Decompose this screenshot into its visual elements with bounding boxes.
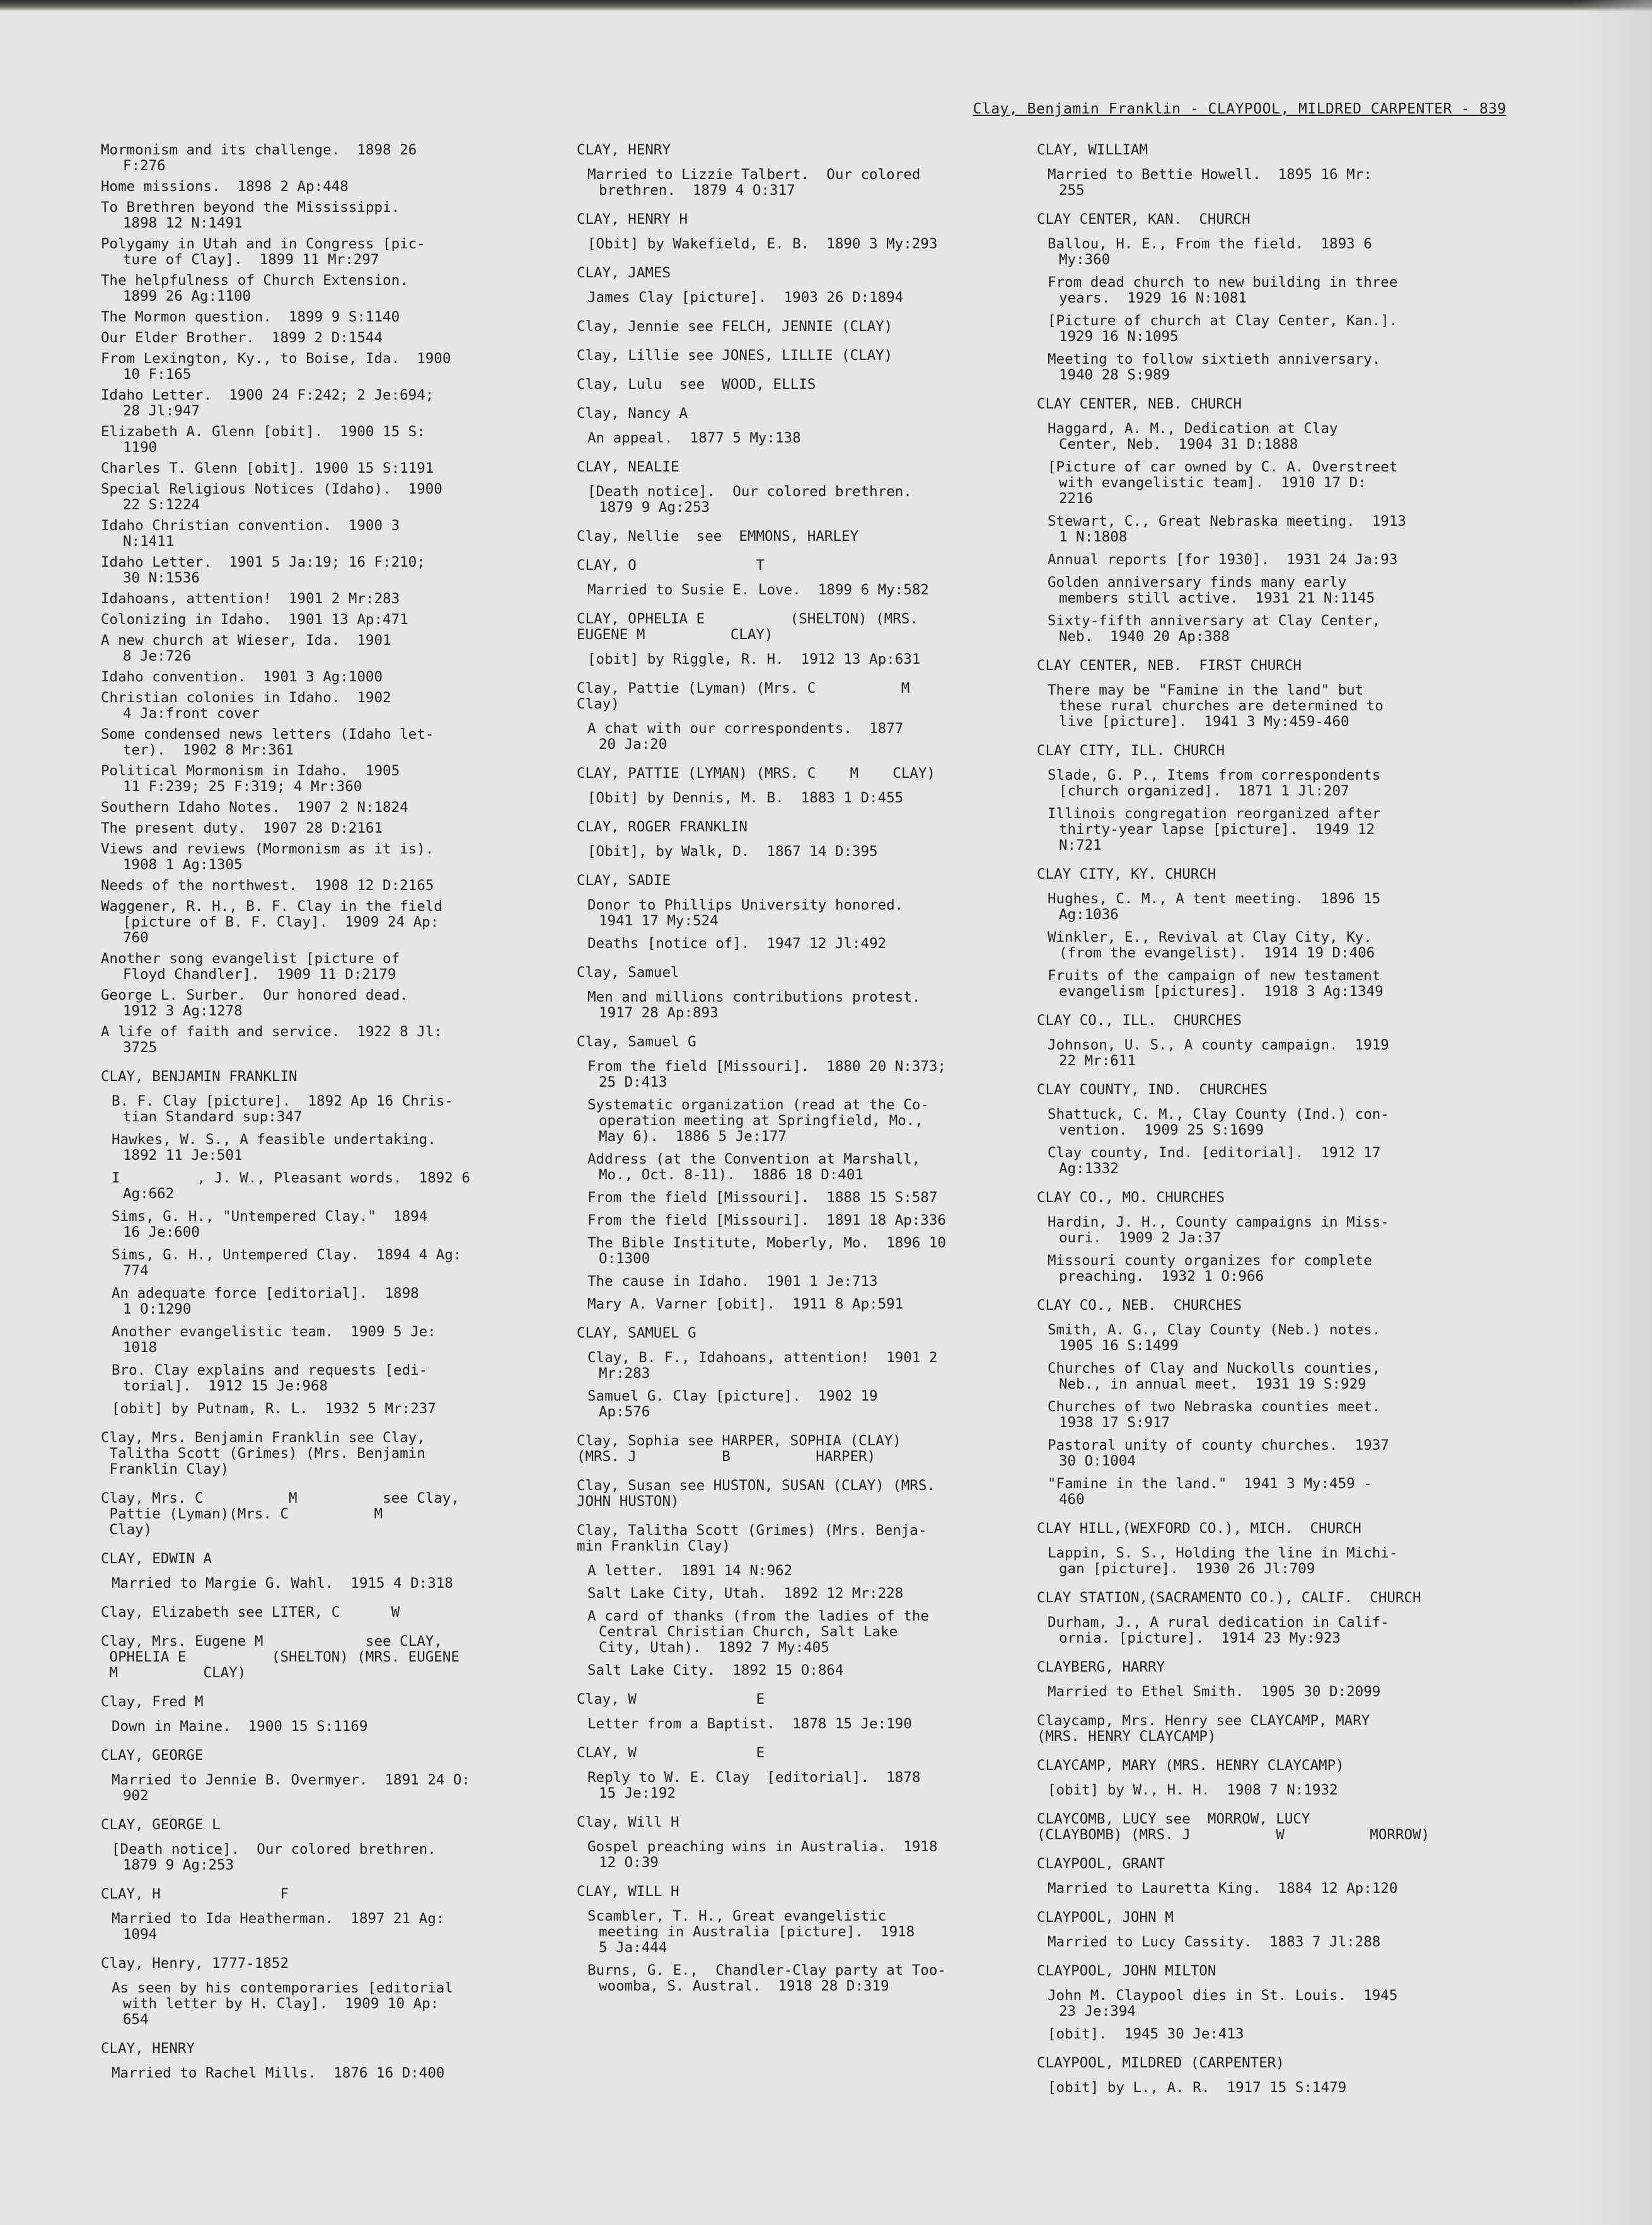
citation-item: Idahoans, attention! 1901 2 Mr:283 [101, 591, 400, 607]
entry-heading: Clay, Samuel G [577, 1034, 696, 1050]
citation-item: [Obit] by Wakefield, E. B. 1890 3 My:293 [587, 236, 938, 252]
citation-item: John M. Claypool dies in St. Louis. 1945 23 Je:394 [1048, 1987, 1398, 2020]
entry-heading: Claycamp, Mrs. Henry see CLAYCAMP, MARY (MRS. HENRY CLAYCAMP) [1037, 1713, 1370, 1745]
index-entry [577, 1433, 1018, 1465]
citation-item: Married to Susie E. Love. 1899 6 My:582 [587, 582, 929, 598]
citation-item: Married to Lucy Cassity. 1883 7 Jl:288 [1048, 1934, 1381, 1950]
citation-item: Sixty-fifth anniversary at Clay Center, Neb. 1940 20 Ap:388 [1048, 613, 1381, 645]
citation-item: Clay, B. F., Idahoans, attention! 1901 2 Mr:283 [587, 1349, 938, 1382]
citation-item: Salt Lake City, Utah. 1892 12 Mr:228 [587, 1585, 904, 1602]
citation-item: There may be "Famine in the land" but these rural churches are determined to live [picture]. 1941 3 My:459-460 [1048, 682, 1383, 730]
index-entry [577, 873, 1018, 952]
citation-item: Political Mormonism in Idaho. 1905 11 F:239; 25 F:319; 4 Mr:360 [101, 763, 400, 795]
citation-item: An appeal. 1877 5 My:138 [587, 430, 801, 446]
entry-heading: CLAY, JAMES [577, 265, 671, 281]
entry-heading: CLAYPOOL, GRANT [1037, 1856, 1165, 1872]
citation-item: The Mormon question. 1899 9 S:1140 [101, 309, 400, 325]
index-entry [101, 1430, 536, 1477]
citation-item: The present duty. 1907 28 D:2161 [101, 820, 383, 836]
citation-item: Elizabeth A. Glenn [obit]. 1900 15 S: 1190 [101, 424, 425, 456]
entry-heading: CLAY, HENRY [577, 142, 671, 158]
index-entry [577, 611, 1018, 668]
citation-item: Bro. Clay explains and requests [edi- torial]. 1912 15 Je:968 [112, 1362, 428, 1394]
index-entry [101, 1069, 536, 1417]
index-entry [101, 1887, 536, 1943]
citation-item: The helpfulness of Church Extension. 1899 26 Ag:1100 [101, 272, 408, 304]
index-entry [577, 819, 1018, 860]
entry-heading: CLAYCAMP, MARY (MRS. HENRY CLAYCAMP) [1037, 1757, 1344, 1774]
citation-item: Address (at the Convention at Marshall, Mo., Oct. 8-11). 1886 18 D:401 [587, 1151, 921, 1183]
index-entry [101, 1491, 536, 1538]
entry-heading: CLAYPOOL, JOHN MILTON [1037, 1963, 1216, 1979]
citation-item: [obit]. 1945 30 Je:413 [1048, 2026, 1244, 2042]
citation-item: Some condensed news letters (Idaho let- ter). 1902 8 Mr:361 [101, 726, 434, 758]
entry-heading: CLAY, O T [577, 557, 765, 574]
entry-heading: Clay, Nancy A [577, 405, 688, 422]
index-entry [1037, 1910, 1465, 1950]
entry-heading: CLAYCOMB, LUCY see MORROW, LUCY (CLAYBOMB) (MRS. J W MORROW) [1037, 1811, 1430, 1843]
entry-heading: CLAY, SAMUEL G [577, 1325, 696, 1341]
entry-heading: CLAY, HENRY H [577, 211, 688, 228]
entry-heading: CLAY STATION,(SACRAMENTO CO.), CALIF. CHURCH [1037, 1590, 1421, 1606]
citation-item: [obit] by W., H. H. 1908 7 N:1932 [1048, 1782, 1338, 1798]
citation-item: Another evangelistic team. 1909 5 Je: 1018 [112, 1324, 436, 1356]
citation-item: [Picture of car owned by C. A. Overstreet with evangelistic team]. 1910 17 D: 2216 [1048, 459, 1398, 507]
index-entry [101, 142, 536, 1056]
index-entry [101, 1605, 536, 1621]
index-entry [101, 1694, 536, 1735]
entry-heading: CLAY, PATTIE (LYMAN) (MRS. C M CLAY) [577, 765, 935, 782]
citation-item: A letter. 1891 14 N:962 [587, 1563, 793, 1579]
citation-item: Married to Bettie Howell. 1895 16 Mr: 255 [1048, 166, 1372, 199]
entry-heading: Clay, Samuel [577, 964, 679, 981]
citation-item: Special Religious Notices (Idaho). 1900 22 S:1224 [101, 481, 442, 513]
index-entry [1037, 1590, 1465, 1646]
index-entry [1037, 2055, 1465, 2096]
citation-item: Idaho convention. 1901 3 Ag:1000 [101, 669, 383, 685]
citation-item: The cause in Idaho. 1901 1 Je:713 [587, 1273, 878, 1290]
index-entry [577, 1523, 1018, 1679]
entry-heading: Clay, Henry, 1777-1852 [101, 1955, 289, 1972]
entry-heading: Clay, Sophia see HARPER, SOPHIA (CLAY) (MRS. J B HARPER) [577, 1433, 901, 1465]
index-entry [577, 265, 1018, 306]
index-entry [577, 766, 1018, 806]
entry-heading: CLAY, GEORGE L [101, 1817, 221, 1833]
citation-item: [obit] by Riggle, R. H. 1912 13 Ap:631 [587, 651, 921, 668]
entry-heading: Clay, Mrs. Benjamin Franklin see Clay, Talitha Scott (Grimes) (Mrs. Benjamin Franklin Clay) [101, 1430, 425, 1477]
entry-heading: CLAYPOOL, MILDRED (CARPENTER) [1037, 2055, 1285, 2071]
entry-heading: CLAY, GEORGE [101, 1747, 204, 1764]
entry-heading: Clay, Susan see HUSTON, SUSAN (CLAY) (MRS. JOHN HUSTON) [577, 1477, 935, 1510]
citation-item: A chat with our correspondents. 1877 20 Ja:20 [587, 720, 904, 753]
citation-item: [obit] by Putnam, R. L. 1932 5 Mr:237 [112, 1401, 436, 1417]
citation-item: Married to Lizzie Talbert. Our colored brethren. 1879 4 O:317 [587, 166, 921, 199]
entry-heading: CLAY, SADIE [577, 872, 671, 889]
citation-item: Colonizing in Idaho. 1901 13 Ap:471 [101, 611, 408, 628]
citation-item: Golden anniversary finds many early members still active. 1931 21 N:1145 [1048, 574, 1375, 606]
citation-item: Hughes, C. M., A tent meeting. 1896 15 Ag:1036 [1048, 891, 1381, 923]
citation-item: From Lexington, Ky., to Boise, Ida. 1900 10 F:165 [101, 350, 451, 383]
citation-item: Donor to Phillips University honored. 1941 17 My:524 [587, 897, 904, 929]
citation-item: Idaho Christian convention. 1900 3 N:1411 [101, 517, 400, 550]
citation-item: [Death notice]. Our colored brethren. 1879 9 Ag:253 [587, 483, 912, 516]
index-entry [1037, 1013, 1465, 1069]
index-entry [1037, 1963, 1465, 2042]
citation-item: Durham, J., A rural dedication in Calif- ornia. [picture]. 1914 23 My:923 [1048, 1614, 1389, 1646]
citation-item: From dead church to new building in three years. 1929 16 N:1081 [1048, 274, 1398, 306]
citation-item: Pastoral unity of county churches. 1937 30 O:1004 [1048, 1437, 1389, 1469]
citation-item: "Famine in the land." 1941 3 My:459 - 460 [1048, 1476, 1372, 1508]
citation-item: [Obit], by Walk, D. 1867 14 D:395 [587, 843, 878, 860]
citation-item: B. F. Clay [picture]. 1892 Ap 16 Chris- tian Standard sup:347 [112, 1093, 453, 1125]
index-entry [577, 529, 1018, 545]
entry-heading: CLAY CITY, ILL. CHURCH [1037, 743, 1225, 759]
entry-heading: CLAY, HENRY [101, 2040, 195, 2057]
citation-item: From the field [Missouri]. 1891 18 Ap:336 [587, 1212, 946, 1228]
citation-item: Churches of Clay and Nuckolls counties, Neb., in annual meet. 1931 19 S:929 [1048, 1360, 1381, 1392]
entry-heading: Clay, Talitha Scott (Grimes) (Mrs. Benja- min Franklin Clay) [577, 1522, 927, 1554]
citation-item: Married to Lauretta King. 1884 12 Ap:120 [1048, 1880, 1398, 1897]
entry-heading: CLAY CO., MO. CHURCHES [1037, 1189, 1225, 1206]
index-entry [1037, 396, 1465, 645]
index-column-2 [577, 142, 1018, 2008]
citation-item: Down in Maine. 1900 15 S:1169 [112, 1718, 368, 1735]
citation-item: Christian colonies in Idaho. 1902 4 Ja:front cover [101, 690, 391, 722]
entry-heading: Clay, Pattie (Lyman) (Mrs. C M Clay) [577, 680, 910, 712]
citation-item: Samuel G. Clay [picture]. 1902 19 Ap:576 [587, 1388, 878, 1420]
citation-item: A new church at Wieser, Ida. 1901 8 Je:726 [101, 632, 391, 664]
citation-item: Stewart, C., Great Nebraska meeting. 1913 1 N:1808 [1048, 513, 1406, 545]
citation-item: Another song evangelist [picture of Floyd Chandler]. 1909 11 D:2179 [101, 951, 400, 983]
entry-heading: CLAY, OPHELIA E (SHELTON) (MRS. EUGENE M CLAY) [577, 611, 918, 643]
entry-heading: CLAY CO., NEB. CHURCHES [1037, 1297, 1242, 1314]
citation-item: Illinois congregation reorganized after thirty-year lapse [picture]. 1949 12 N:721 [1048, 806, 1381, 853]
citation-item: Idaho Letter. 1900 24 F:242; 2 Je:694; 28 Jl:947 [101, 387, 434, 419]
citation-item: From the field [Missouri]. 1888 15 S:587 [587, 1189, 938, 1206]
index-entry [1037, 1298, 1465, 1508]
citation-item: Our Elder Brother. 1899 2 D:1544 [101, 330, 383, 346]
citation-item: Scambler, T. H., Great evangelistic meeting in Australia [picture]. 1918 5 Ja:444 [587, 1908, 915, 1956]
citation-item: Southern Idaho Notes. 1907 2 N:1824 [101, 799, 408, 816]
entry-heading: CLAY, EDWIN A [101, 1551, 212, 1567]
citation-item: Home missions. 1898 2 Ap:448 [101, 178, 349, 195]
index-entry [1037, 1521, 1465, 1577]
citation-item: Men and millions contributions protest. 1917 28 Ap:893 [587, 989, 921, 1021]
citation-item: Clay county, Ind. [editorial]. 1912 17 Ag:1332 [1048, 1145, 1381, 1177]
entry-heading: CLAYBERG, HARRY [1037, 1659, 1165, 1675]
index-entry [1037, 658, 1465, 730]
citation-item: Haggard, A. M., Dedication at Clay Center, Neb. 1904 31 D:1888 [1048, 420, 1338, 453]
entry-heading: CLAY, W E [577, 1745, 765, 1761]
index-entry [577, 965, 1018, 1021]
citation-item: As seen by his contemporaries [editorial with letter by H. Clay]. 1909 10 Ap: 654 [112, 1980, 453, 2028]
index-entry [577, 142, 1018, 199]
citation-item: Johnson, U. S., A county campaign. 1919 22 Mr:611 [1048, 1037, 1389, 1069]
entry-heading: Clay, Lulu see WOOD, ELLIS [577, 376, 816, 393]
citation-item: Married to Jennie B. Overmyer. 1891 24 O: 902 [112, 1772, 470, 1804]
index-entry [577, 1326, 1018, 1420]
citation-item: Gospel preaching wins in Australia. 1918 12 O:39 [587, 1839, 938, 1871]
index-entry [577, 459, 1018, 516]
citation-item: Charles T. Glenn [obit]. 1900 15 S:1191 [101, 460, 434, 477]
entry-heading: CLAY, NEALIE [577, 459, 679, 475]
index-column-3 [1037, 142, 1465, 2109]
citation-item: Deaths [notice of]. 1947 12 Jl:492 [587, 935, 887, 952]
citation-item: [obit] by L., A. R. 1917 15 S:1479 [1048, 2079, 1347, 2096]
citation-item: Waggener, R. H., B. F. Clay in the field [picture of B. F. Clay]. 1909 24 Ap: 760 [101, 898, 442, 946]
index-entry [1037, 212, 1465, 383]
index-entry [577, 1692, 1018, 1732]
citation-item: Letter from a Baptist. 1878 15 Je:190 [587, 1716, 912, 1732]
index-entry [1037, 1856, 1465, 1897]
entry-heading: Clay, Fred M [101, 1694, 204, 1710]
citation-item: Fruits of the campaign of new testament evangelism [pictures]. 1918 3 Ag:1349 [1048, 968, 1383, 1000]
citation-item: A life of faith and service. 1922 8 Jl: 3725 [101, 1024, 442, 1056]
citation-item: To Brethren beyond the Mississippi. 1898 12 N:1491 [101, 199, 400, 231]
citation-item: Ballou, H. E., From the field. 1893 6 My:360 [1048, 236, 1372, 268]
citation-item: Burns, G. E., Chandler-Clay party at Too- woomba, S. Austral. 1918 28 D:319 [587, 1962, 946, 1994]
citation-item: I , J. W., Pleasant words. 1892 6 Ag:662 [112, 1170, 470, 1202]
citation-item: Missouri county organizes for complete preaching. 1932 1 O:966 [1048, 1252, 1372, 1285]
citation-item: Married to Margie G. Wahl. 1915 4 D:318 [112, 1575, 453, 1592]
index-entry [577, 406, 1018, 446]
index-entry [1037, 1713, 1465, 1745]
citation-item: A card of thanks (from the ladies of the Central Christian Church, Salt Lake City, Utah). 1892 7 My:405 [587, 1608, 929, 1656]
entry-heading: CLAY CENTER, NEB. CHURCH [1037, 396, 1242, 412]
citation-item: James Clay [picture]. 1903 26 D:1894 [587, 289, 904, 306]
citation-item: Needs of the northwest. 1908 12 D:2165 [101, 877, 434, 894]
index-entry [1037, 867, 1465, 1000]
entry-heading: Clay, Lillie see JONES, LILLIE (CLAY) [577, 347, 893, 364]
citation-item: Sims, G. H., "Untempered Clay." 1894 16 Je:600 [112, 1208, 428, 1240]
citation-item: Mormonism and its challenge. 1898 26 F:276 [101, 142, 417, 174]
index-entry [577, 348, 1018, 364]
citation-item: Shattuck, C. M., Clay County (Ind.) con- vention. 1909 25 S:1699 [1048, 1106, 1389, 1138]
scan-top-edge [0, 0, 1652, 11]
index-entry [101, 1817, 536, 1873]
index-entry [101, 1748, 536, 1804]
citation-item: Meeting to follow sixtieth anniversary. 1940 28 S:989 [1048, 351, 1381, 383]
entry-heading: CLAY COUNTY, IND. CHURCHES [1037, 1082, 1268, 1098]
citation-item: [Obit] by Dennis, M. B. 1883 1 D:455 [587, 790, 904, 806]
index-entry [101, 2041, 536, 2081]
citation-item: Polygamy in Utah and in Congress [pic- ture of Clay]. 1899 11 Mr:297 [101, 236, 425, 268]
entry-heading: CLAY, WILL H [577, 1883, 679, 1900]
index-entry [577, 377, 1018, 393]
citation-item: From the field [Missouri]. 1880 20 N:373; 25 D:413 [587, 1058, 946, 1090]
citation-item: Married to Ida Heatherman. 1897 21 Ag: 1094 [112, 1910, 445, 1943]
index-entry [577, 1815, 1018, 1871]
entry-heading: CLAY, BENJAMIN FRANKLIN [101, 1068, 297, 1085]
index-entry [577, 1478, 1018, 1510]
index-entry [577, 319, 1018, 335]
citation-item: [Death notice]. Our colored brethren. 1879 9 Ag:253 [112, 1841, 436, 1873]
index-entry [101, 1956, 536, 2028]
index-entry [101, 1551, 536, 1592]
index-column-1 [101, 142, 536, 2095]
citation-item: Hawkes, W. S., A feasible undertaking. 1892 11 Je:501 [112, 1131, 436, 1164]
entry-heading: CLAY, ROGER FRANKLIN [577, 819, 748, 835]
index-entry [577, 1034, 1018, 1312]
citation-item: An adequate force [editorial]. 1898 1 O:1290 [112, 1285, 419, 1317]
entry-heading: Clay, W E [577, 1691, 765, 1708]
citation-item: Married to Ethel Smith. 1905 30 D:2099 [1048, 1684, 1381, 1700]
citation-item: Hardin, J. H., County campaigns in Miss- ouri. 1909 2 Ja:37 [1048, 1214, 1389, 1246]
entry-heading: CLAY CO., ILL. CHURCHES [1037, 1012, 1242, 1029]
citation-item: Churches of two Nebraska counties meet. 1938 17 S:917 [1048, 1399, 1381, 1431]
index-entry [1037, 1758, 1465, 1798]
entry-heading: Clay, Elizabeth see LITER, C W [101, 1604, 400, 1621]
index-entry [577, 681, 1018, 753]
index-entry [101, 1634, 536, 1681]
index-entry [577, 558, 1018, 598]
entry-heading: Clay, Mrs. C M see Clay, Pattie (Lyman)(Mrs. C M Clay) [101, 1490, 459, 1538]
index-entry [1037, 1660, 1465, 1700]
index-entry [1037, 1812, 1465, 1843]
entry-heading: Clay, Mrs. Eugene M see CLAY, OPHELIA E (SHELTON) (MRS. EUGENE M CLAY) [101, 1633, 459, 1681]
citation-item: Idaho Letter. 1901 5 Ja:19; 16 F:210; 30 N:1536 [101, 554, 425, 586]
citation-item: Salt Lake City. 1892 15 O:864 [587, 1662, 844, 1679]
citation-item: Mary A. Varner [obit]. 1911 8 Ap:591 [587, 1296, 904, 1312]
entry-heading: Clay, Jennie see FELCH, JENNIE (CLAY) [577, 318, 893, 335]
index-entry [577, 1884, 1018, 1994]
citation-item: Winkler, E., Revival at Clay City, Ky. (from the evangelist). 1914 19 D:406 [1048, 929, 1375, 961]
citation-item: [Picture of church at Clay Center, Kan.]. 1929 16 N:1095 [1048, 313, 1398, 345]
index-entry [1037, 1190, 1465, 1285]
entry-heading: CLAY CENTER, NEB. FIRST CHURCH [1037, 657, 1302, 674]
citation-item: Reply to W. E. Clay [editorial]. 1878 15 Je:192 [587, 1769, 921, 1801]
citation-item: Views and reviews (Mormonism as it is). 1908 1 Ag:1305 [101, 841, 434, 873]
entry-heading: CLAY, WILLIAM [1037, 142, 1148, 158]
entry-heading: CLAY, H F [101, 1886, 289, 1902]
scan-right-shading [1576, 0, 1652, 2225]
entry-heading: CLAYPOOL, JOHN M [1037, 1909, 1174, 1926]
citation-item: The Bible Institute, Moberly, Mo. 1896 10 O:1300 [587, 1235, 946, 1267]
index-entry [1037, 743, 1465, 853]
citation-item: Sims, G. H., Untempered Clay. 1894 4 Ag: 774 [112, 1247, 462, 1279]
citation-item: Married to Rachel Mills. 1876 16 D:400 [112, 2065, 445, 2081]
citation-item: Slade, G. P., Items from correspondents [church organized]. 1871 1 Jl:207 [1048, 767, 1381, 799]
index-entry [1037, 142, 1465, 199]
index-entry [1037, 1082, 1465, 1177]
entry-heading: Clay, Will H [577, 1814, 679, 1830]
entry-heading: Clay, Nellie see EMMONS, HARLEY [577, 528, 859, 545]
citation-item: George L. Surber. Our honored dead. 1912 3 Ag:1278 [101, 987, 408, 1019]
citation-item: Lappin, S. S., Holding the line in Michi- gan [picture]. 1930 26 Jl:709 [1048, 1545, 1398, 1577]
entry-heading: CLAY CENTER, KAN. CHURCH [1037, 211, 1251, 228]
entry-heading: CLAY HILL,(WEXFORD CO.), MICH. CHURCH [1037, 1520, 1361, 1537]
index-entry [577, 212, 1018, 252]
citation-item: Smith, A. G., Clay County (Neb.) notes. 1905 16 S:1499 [1048, 1322, 1381, 1354]
page-header: Clay, Benjamin Franklin - CLAYPOOL, MILDRED CARPENTER - 839 [973, 101, 1506, 117]
index-entry [577, 1745, 1018, 1801]
citation-item: Annual reports [for 1930]. 1931 24 Ja:93 [1048, 552, 1398, 568]
citation-item: Systematic organization (read at the Co- operation meeting at Springfield, Mo., May 6). 1886 5 Je:177 [587, 1097, 929, 1145]
entry-heading: CLAY CITY, KY. CHURCH [1037, 866, 1216, 882]
